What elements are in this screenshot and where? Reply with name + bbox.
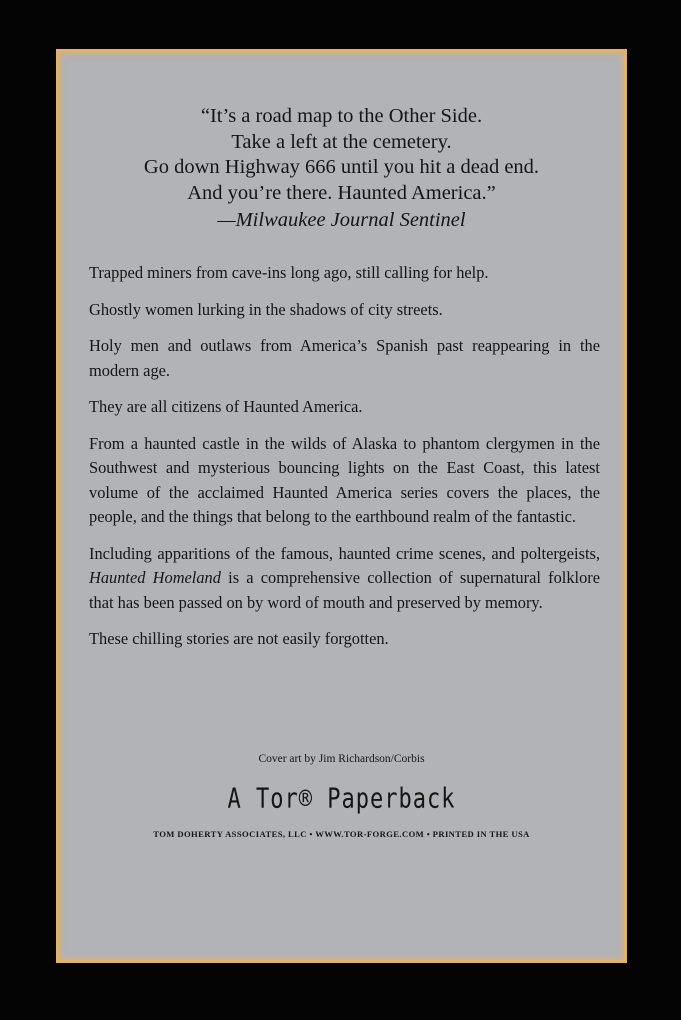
quote-attribution: —Milwaukee Journal Sentinel bbox=[217, 209, 466, 231]
publisher-logo: A Tor® Paperback bbox=[227, 783, 456, 816]
quote-line: “It’s a road map to the Other Side. bbox=[200, 105, 483, 127]
text: is a comprehensive collection of supernatural folklore that has been passed on by word of mouth and preserved by memory. bbox=[89, 568, 601, 612]
paragraph: Ghostly women lurking in the shadows of city streets. bbox=[89, 299, 443, 319]
quote-line: And you’re there. Haunted America.” bbox=[187, 181, 496, 204]
publisher-footer: TOM DOHERTY ASSOCIATES, LLC • WWW.TOR-FORGE.COM • PRINTED IN THE USA bbox=[153, 829, 530, 839]
quote-line: Go down Highway 666 until you hit a dead end. bbox=[143, 156, 540, 178]
description bbox=[89, 261, 600, 664]
paragraph-including bbox=[89, 542, 600, 616]
book-title: Haunted Homeland bbox=[89, 568, 221, 587]
quote-line: Take a left at the cemetery. bbox=[231, 130, 452, 153]
blurb-quote bbox=[59, 104, 624, 234]
paragraph-closing: These chilling stories are not easily forgotten. bbox=[89, 629, 389, 648]
paragraph: They are all citizens of Haunted America. bbox=[89, 397, 363, 416]
text: Including apparitions of the famous, haunted crime scenes, and poltergeists, bbox=[89, 543, 600, 563]
back-cover-panel bbox=[56, 49, 627, 963]
paragraph: Trapped miners from cave-ins long ago, still calling for help. bbox=[89, 263, 489, 282]
paragraph: From a haunted castle in the wilds of Alaska to phantom clergymen in the Southwest and mysterious bouncing lights on the East Coast, this latest volume of the acclaimed Haunted America series covers the places, the people, and the things that belong to the earthbound realm of the fantastic. bbox=[89, 433, 600, 526]
cover-art-credit: Cover art by Jim Richardson/Corbis bbox=[258, 753, 425, 765]
paragraph: Holy men and outlaws from America’s Spanish past reappearing in the modern age. bbox=[89, 336, 600, 380]
